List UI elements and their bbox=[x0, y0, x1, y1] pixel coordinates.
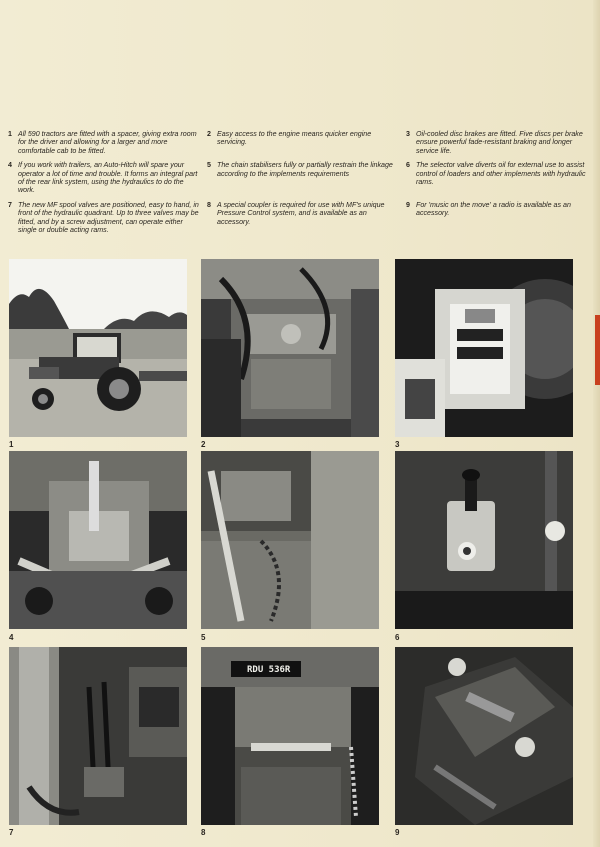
tractor-field-photo bbox=[9, 259, 187, 437]
photo-label-3: 3 bbox=[395, 440, 400, 449]
page-edge bbox=[593, 0, 600, 847]
chain-stabiliser-photo bbox=[201, 451, 379, 629]
caption-1: 1 All 590 tractors are fitted with a spacer, giving extra room for the driver and allowing for a larger and more comfortable cab to be fitted. bbox=[8, 130, 197, 155]
caption-8: 8 A special coupler is required for use with MF's unique Pressure Control system, and is available as an accessory. bbox=[207, 200, 385, 226]
spool-valves-photo bbox=[9, 647, 187, 825]
selector-valve-photo bbox=[395, 451, 573, 629]
photo-label-1: 1 bbox=[9, 440, 14, 449]
caption-grid bbox=[8, 130, 588, 234]
caption-2: 2 Easy access to the engine means quicker engine servicing. bbox=[207, 130, 372, 147]
auto-hitch-photo bbox=[9, 451, 187, 629]
photo-label-8: 8 bbox=[201, 828, 206, 837]
caption-6: 6 The selector valve diverts oil for external use to assist control of loaders and other implements with hydraulic rams. bbox=[406, 161, 586, 187]
engine-photo bbox=[201, 259, 379, 437]
photo-label-7: 7 bbox=[9, 828, 14, 837]
photo-label-6: 6 bbox=[395, 633, 400, 642]
photo-label-5: 5 bbox=[201, 633, 206, 642]
rear-coupler-photo bbox=[201, 647, 379, 825]
number-plate: RDU 536R bbox=[247, 665, 291, 675]
page-edge-accent bbox=[595, 315, 600, 385]
photo-label-2: 2 bbox=[201, 440, 206, 449]
disc-brake-cutaway-photo bbox=[395, 259, 573, 437]
radio-photo bbox=[395, 647, 573, 825]
caption-7: 7 The new MF spool valves are positioned, easy to hand, in front of the hydraulic quadrant. Up to three valves may be fitted, and by a screw adjustment, can operate either single or double acting rams. bbox=[8, 200, 199, 235]
photo-label-4: 4 bbox=[9, 633, 14, 642]
caption-3: 3 Oil-cooled disc brakes are fitted. Five discs per brake ensure powerful fade-resistant braking and longer service life. bbox=[406, 130, 583, 155]
caption-9: 9 For 'music on the move' a radio is available as an accessory. bbox=[406, 200, 571, 218]
caption-5: 5 The chain stabilisers fully or partially restrain the linkage according to the implements requirements bbox=[207, 161, 393, 178]
photo-label-9: 9 bbox=[395, 828, 400, 837]
caption-4: 4 If you work with trailers, an Auto-Hitch will spare your operator a lot of time and trouble. It forms an integral part of the rear link system, using the hydraulics to do the work. bbox=[8, 161, 198, 195]
